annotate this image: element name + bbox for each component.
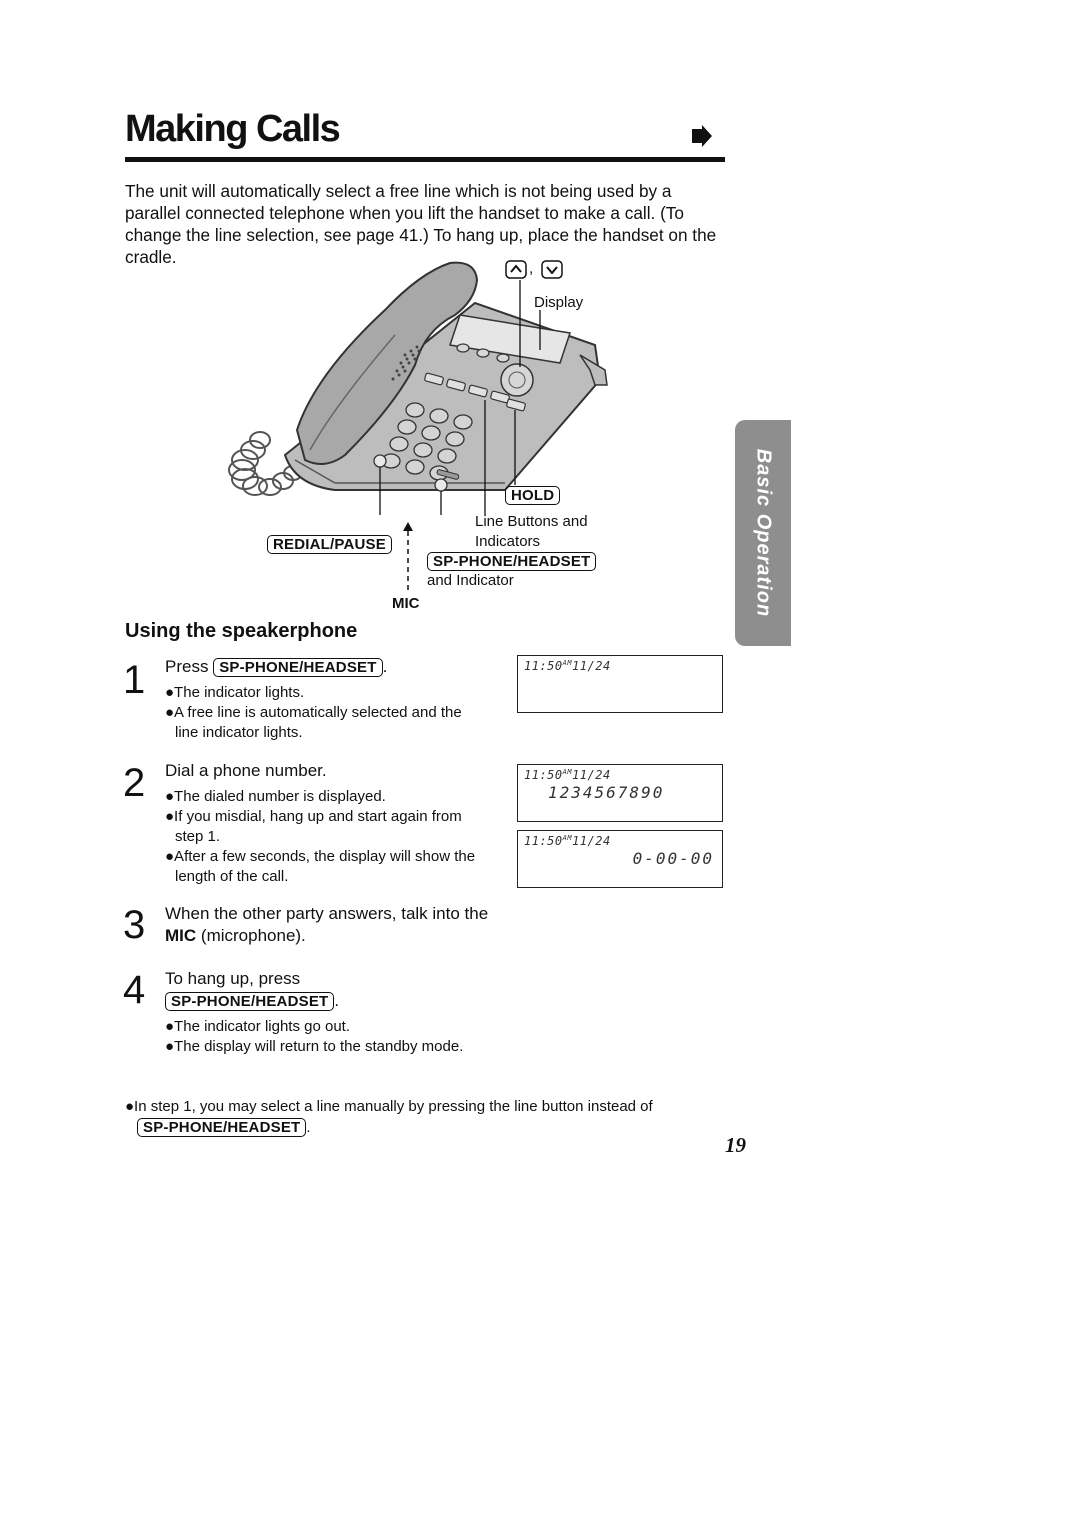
mic-pointer — [400, 522, 416, 592]
sp-phone-key: SP-PHONE/HEADSET — [213, 658, 382, 677]
step-number: 3 — [123, 903, 146, 947]
and-indicator-label: and Indicator — [427, 572, 514, 589]
up-key-icon — [506, 261, 526, 278]
page-number: 19 — [725, 1133, 746, 1157]
lcd-display-duration: $11:50^{AM}11/24$ 0-00-00 — [517, 830, 723, 888]
step-3-text: When the other party answers, talk into the MIC (microphone). — [165, 904, 489, 945]
footnote: ●In step 1, you may select a line manually by pressing the line button instead of SP-PHONE/HEADSET . — [125, 1098, 653, 1136]
hold-key-label: HOLD — [505, 486, 560, 505]
step-1-bullets: ●The indicator lights. ●A free line is automatically selected and the line indicator lights. — [165, 684, 462, 741]
continue-arrow-icon — [690, 125, 712, 147]
intro-paragraph: The unit will automatically select a free line which is not being used by a parallel connected telephone when you lift the handset to make a call. (To change the line selection, see page 41.) To hang up, place the handset on the cradle. — [125, 181, 717, 267]
keys-separator: , — [529, 260, 534, 277]
step-number: 2 — [123, 761, 146, 805]
section-side-tab: Basic Operation — [735, 420, 791, 646]
step-number: 4 — [123, 968, 146, 1012]
redial-key-label: REDIAL/PAUSE — [267, 535, 392, 554]
down-key-icon — [542, 261, 562, 278]
sp-phone-key: SP-PHONE/HEADSET — [165, 992, 334, 1011]
lcd-display-dialed: $11:50^{AM}11/24$ 1234567890 — [517, 764, 723, 822]
title-rule — [125, 157, 725, 162]
sp-phone-key: SP-PHONE/HEADSET — [137, 1118, 306, 1137]
page-title: Making Calls — [125, 108, 340, 150]
step-2-text: Dial a phone number. — [165, 761, 327, 780]
step-4-text: To hang up, press — [165, 969, 301, 988]
step-4-bullets: ●The indicator lights go out. ●The display will return to the standby mode. — [165, 1018, 464, 1055]
line-buttons-label: Line Buttons and Indicators — [475, 513, 588, 550]
navigator-key — [501, 364, 533, 396]
section-title: Using the speakerphone — [125, 620, 358, 642]
step-4-key: SP-PHONE/HEADSET . — [165, 990, 339, 1012]
step-2-bullets: ●The dialed number is displayed. ●If you misdial, hang up and start again from step 1. ●After a few seconds, the display will show the length of the call. — [165, 788, 476, 885]
mic-label: MIC — [392, 595, 420, 612]
sp-phone-key-label: SP-PHONE/HEADSET — [427, 552, 596, 571]
call-duration: 0-00-00 — [632, 849, 714, 868]
display-label: Display — [534, 294, 584, 311]
dialed-number: 1234567890 — [548, 783, 665, 802]
navigator-keys — [505, 260, 567, 280]
lcd-display-standby: $11:50^{AM}11/24$ — [517, 655, 723, 713]
step-1-text: Press SP-PHONE/HEADSET . — [165, 657, 388, 676]
step-number: 1 — [123, 658, 146, 702]
